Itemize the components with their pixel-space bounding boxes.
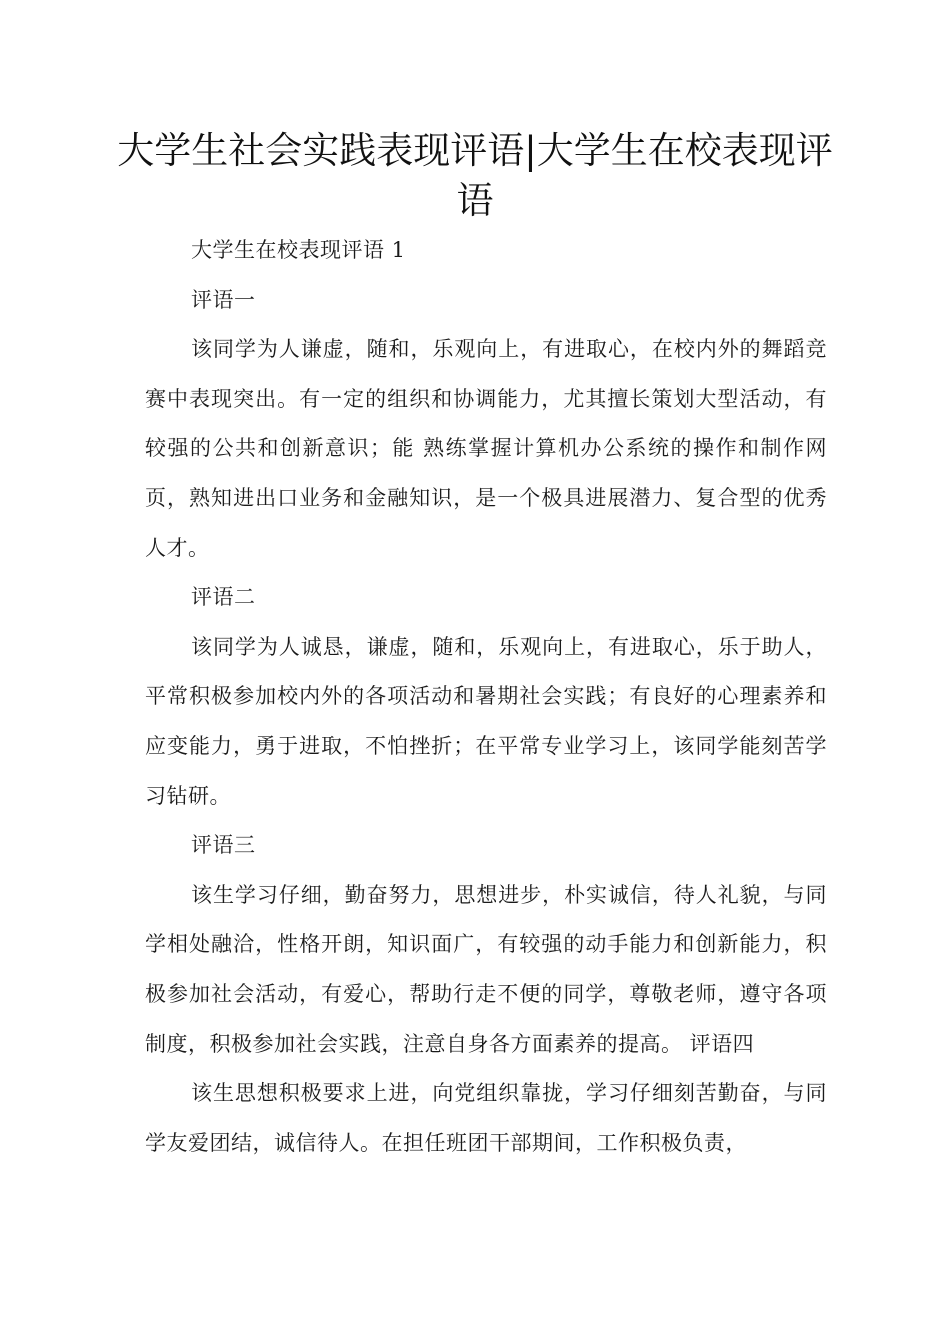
comment-paragraph-4: 该生思想积极要求上进，向党组织靠拢，学习仔细刻苦勤奋，与同学友爱团结，诚信待人。在担任班团干部期间，工作积极负责， (145, 1081, 827, 1155)
comment-paragraph-3: 该生学习仔细，勤奋努力，思想进步，朴实诚信，待人礼貌，与同学相处融洽，性格开朗，知识面广，有较强的动手能力和创新能力，积极参加社会活动，有爱心，帮助行走不便的同学，尊敬老师，遵守各项制度，积极参加社会实践，注意自身各方面素养的提高。 评语四 (145, 882, 827, 1056)
comment-heading-1: 评语一 (191, 287, 256, 312)
section-heading: 大学生在校表现评语 1 (191, 238, 406, 262)
comment-paragraph-2: 该同学为人诚恳，谦虚，随和，乐观向上，有进取心，乐于助人，平常积极参加校内外的各项活动和暑期社会实践；有良好的心理素养和应变能力，勇于进取，不怕挫折；在平常专业学习上，该同学能刻苦学习钻研。 (145, 634, 827, 808)
comment-heading-2: 评语二 (191, 585, 256, 610)
comment-paragraph-1: 该同学为人谦虚，随和，乐观向上，有进取心，在校内外的舞蹈竞赛中表现突出。有一定的组织和协调能力，尤其擅长策划大型活动，有较强的公共和创新意识；能 熟练掌握计算机办公系统的操作和制作网页，熟知进出口业务和金融知识，是一个极具进展潜力、复合型的优秀人才。 (145, 337, 827, 560)
comment-heading-3: 评语三 (191, 833, 256, 858)
document-title: 大学生社会实践表现评语|大学生在校表现评语 (117, 129, 833, 222)
document-body (145, 226, 827, 1168)
